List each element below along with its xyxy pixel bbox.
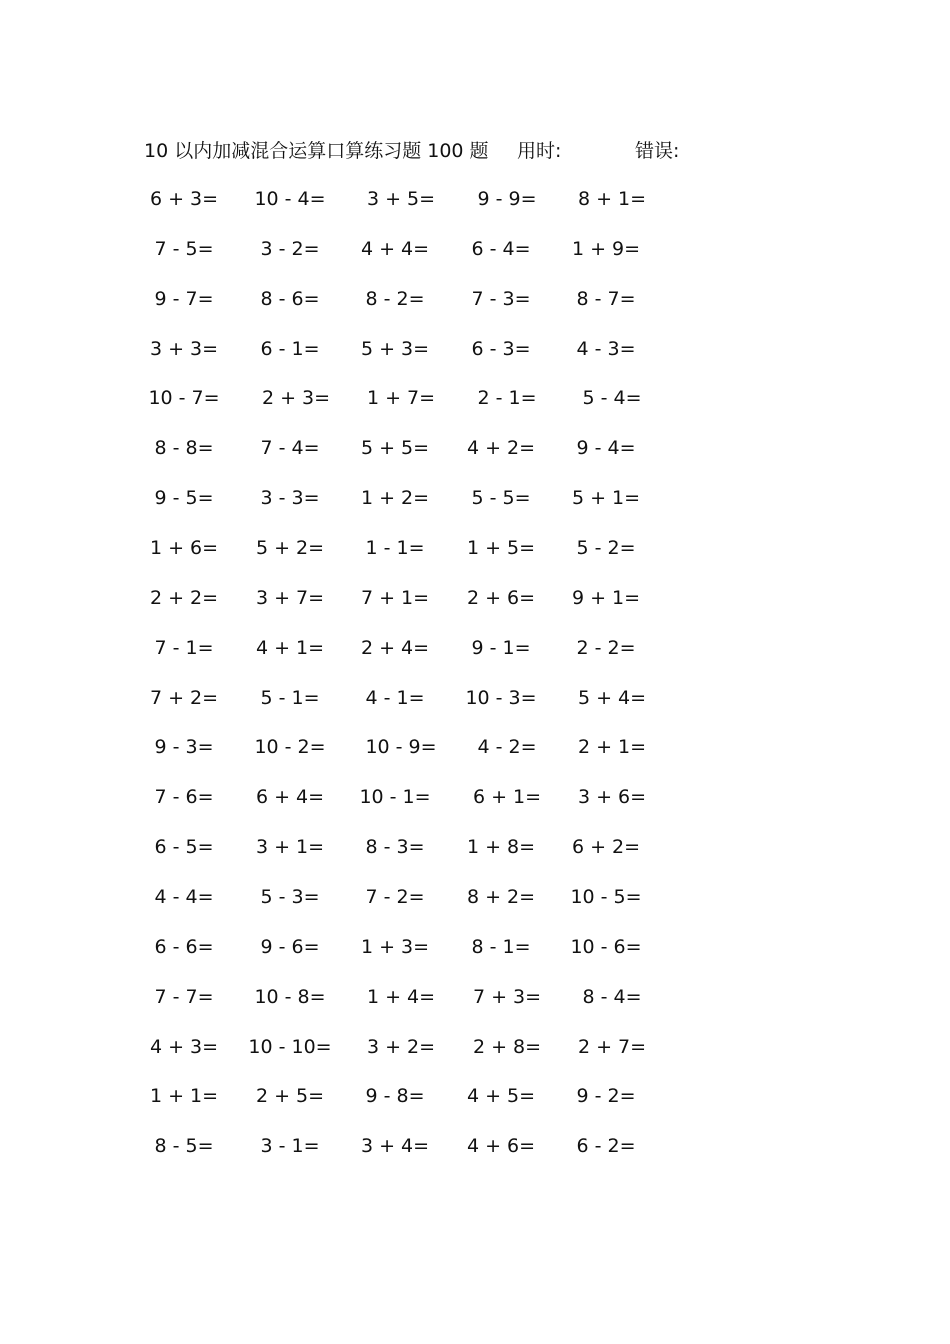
problem-row bbox=[0, 932, 950, 962]
arithmetic-problem: 5 + 5= bbox=[360, 437, 430, 460]
arithmetic-problem: 6 - 5= bbox=[154, 836, 214, 859]
arithmetic-problem: 7 + 1= bbox=[360, 586, 430, 609]
arithmetic-problem: 1 + 6= bbox=[149, 537, 219, 559]
arithmetic-problem: 8 - 1= bbox=[471, 935, 531, 958]
arithmetic-problem: 4 + 4= bbox=[360, 237, 430, 260]
arithmetic-problem: 8 - 6= bbox=[260, 287, 320, 310]
arithmetic-problem: 10 - 1= bbox=[359, 786, 431, 809]
arithmetic-problem: 10 - 5= bbox=[570, 885, 642, 908]
arithmetic-problem: 2 + 1= bbox=[577, 736, 647, 759]
arithmetic-problem: 7 - 3= bbox=[471, 287, 531, 310]
arithmetic-problem: 2 + 4= bbox=[360, 636, 430, 659]
arithmetic-problem: 4 + 2= bbox=[466, 437, 536, 460]
arithmetic-problem: 3 + 2= bbox=[366, 1035, 436, 1058]
arithmetic-problem: 9 - 5= bbox=[154, 487, 214, 510]
arithmetic-problem: 10 - 9= bbox=[365, 736, 437, 759]
arithmetic-problem: 5 - 1= bbox=[260, 686, 320, 709]
arithmetic-problem: 1 + 7= bbox=[366, 387, 436, 410]
arithmetic-problem: 2 + 3= bbox=[261, 387, 331, 410]
arithmetic-problem: 1 + 2= bbox=[360, 487, 430, 510]
arithmetic-problem: 8 - 2= bbox=[365, 287, 425, 310]
arithmetic-problem: 10 - 7= bbox=[148, 387, 220, 410]
arithmetic-problem: 3 + 4= bbox=[360, 1135, 430, 1158]
arithmetic-problem: 5 + 1= bbox=[571, 487, 641, 510]
arithmetic-problem: 7 - 2= bbox=[365, 885, 425, 908]
problem-row bbox=[0, 633, 950, 663]
arithmetic-problem: 6 + 2= bbox=[571, 836, 641, 859]
arithmetic-problem: 1 + 8= bbox=[466, 836, 536, 859]
arithmetic-problem: 9 - 9= bbox=[477, 188, 537, 210]
problem-row bbox=[0, 184, 950, 214]
arithmetic-problem: 4 + 6= bbox=[466, 1135, 536, 1158]
problem-row bbox=[0, 683, 950, 713]
problem-row bbox=[0, 284, 950, 314]
arithmetic-problem: 3 - 2= bbox=[260, 237, 320, 260]
arithmetic-problem: 6 - 4= bbox=[471, 237, 531, 260]
problem-row bbox=[0, 832, 950, 862]
arithmetic-problem: 2 + 7= bbox=[577, 1035, 647, 1058]
problem-row bbox=[0, 732, 950, 762]
arithmetic-problem: 2 + 6= bbox=[466, 586, 536, 609]
arithmetic-problem: 9 - 7= bbox=[154, 287, 214, 310]
arithmetic-problem: 9 + 1= bbox=[571, 586, 641, 609]
arithmetic-problem: 1 + 3= bbox=[360, 935, 430, 958]
arithmetic-problem: 7 - 1= bbox=[154, 636, 214, 659]
arithmetic-problem: 10 - 10= bbox=[248, 1035, 332, 1058]
arithmetic-problem: 4 - 1= bbox=[365, 686, 425, 709]
arithmetic-problem: 2 + 8= bbox=[472, 1035, 542, 1058]
arithmetic-problem: 5 + 4= bbox=[577, 686, 647, 709]
arithmetic-problem: 8 - 5= bbox=[154, 1135, 214, 1158]
arithmetic-problem: 9 - 2= bbox=[576, 1085, 636, 1108]
arithmetic-problem: 7 - 7= bbox=[154, 985, 214, 1008]
arithmetic-problem: 4 + 1= bbox=[255, 636, 325, 659]
arithmetic-problem: 5 - 4= bbox=[582, 387, 642, 410]
arithmetic-problem: 3 + 6= bbox=[577, 786, 647, 809]
problem-row bbox=[0, 982, 950, 1012]
arithmetic-problem: 6 + 1= bbox=[472, 786, 542, 809]
arithmetic-problem: 1 - 1= bbox=[365, 537, 425, 559]
arithmetic-problem: 10 - 3= bbox=[465, 686, 537, 709]
arithmetic-problem: 4 - 3= bbox=[576, 337, 636, 360]
arithmetic-problem: 6 + 4= bbox=[255, 786, 325, 809]
arithmetic-problem: 7 - 6= bbox=[154, 786, 214, 809]
arithmetic-problem: 3 - 3= bbox=[260, 487, 320, 510]
arithmetic-problem: 8 + 2= bbox=[466, 885, 536, 908]
worksheet-title: 10 以内加减混合运算口算练习题 100 题 bbox=[144, 140, 489, 162]
arithmetic-problem: 9 - 6= bbox=[260, 935, 320, 958]
problem-row bbox=[0, 1131, 950, 1161]
arithmetic-problem: 2 + 5= bbox=[255, 1085, 325, 1108]
problem-row bbox=[0, 234, 950, 264]
arithmetic-problem: 7 - 4= bbox=[260, 437, 320, 460]
arithmetic-problem: 3 + 3= bbox=[149, 337, 219, 360]
problem-row bbox=[0, 882, 950, 912]
problem-row bbox=[0, 433, 950, 463]
problem-row bbox=[0, 334, 950, 364]
arithmetic-problem: 7 + 3= bbox=[472, 985, 542, 1008]
arithmetic-problem: 1 + 5= bbox=[466, 537, 536, 559]
arithmetic-problem: 9 - 4= bbox=[576, 437, 636, 460]
errors-label: 错误: bbox=[635, 140, 680, 162]
problem-row bbox=[0, 483, 950, 513]
arithmetic-problem: 6 + 3= bbox=[149, 188, 219, 210]
arithmetic-problem: 5 + 2= bbox=[255, 537, 325, 559]
arithmetic-problem: 9 - 1= bbox=[471, 636, 531, 659]
arithmetic-problem: 1 + 1= bbox=[149, 1085, 219, 1108]
arithmetic-problem: 10 - 6= bbox=[570, 935, 642, 958]
arithmetic-problem: 1 + 4= bbox=[366, 985, 436, 1008]
arithmetic-problem: 8 - 3= bbox=[365, 836, 425, 859]
arithmetic-problem: 6 - 6= bbox=[154, 935, 214, 958]
arithmetic-problem: 2 - 2= bbox=[576, 636, 636, 659]
arithmetic-problem: 6 - 3= bbox=[471, 337, 531, 360]
arithmetic-problem: 8 - 7= bbox=[576, 287, 636, 310]
arithmetic-problem: 7 + 2= bbox=[149, 686, 219, 709]
arithmetic-problem: 8 + 1= bbox=[577, 188, 647, 210]
arithmetic-problem: 8 - 4= bbox=[582, 985, 642, 1008]
arithmetic-problem: 2 - 1= bbox=[477, 387, 537, 410]
arithmetic-problem: 9 - 8= bbox=[365, 1085, 425, 1108]
arithmetic-problem: 10 - 2= bbox=[254, 736, 326, 759]
arithmetic-problem: 4 + 3= bbox=[149, 1035, 219, 1058]
arithmetic-problem: 3 + 7= bbox=[255, 586, 325, 609]
arithmetic-problem: 3 + 5= bbox=[366, 188, 436, 210]
arithmetic-problem: 3 - 1= bbox=[260, 1135, 320, 1158]
problem-row bbox=[0, 383, 950, 413]
arithmetic-problem: 4 + 5= bbox=[466, 1085, 536, 1108]
arithmetic-problem: 10 - 8= bbox=[254, 985, 326, 1008]
arithmetic-problem: 5 - 5= bbox=[471, 487, 531, 510]
problem-row bbox=[0, 1081, 950, 1111]
problem-row bbox=[0, 782, 950, 812]
arithmetic-problem: 5 + 3= bbox=[360, 337, 430, 360]
arithmetic-problem: 8 - 8= bbox=[154, 437, 214, 460]
arithmetic-problem: 2 + 2= bbox=[149, 586, 219, 609]
arithmetic-problem: 5 - 3= bbox=[260, 885, 320, 908]
arithmetic-problem: 6 - 1= bbox=[260, 337, 320, 360]
arithmetic-problem: 3 + 1= bbox=[255, 836, 325, 859]
arithmetic-problem: 1 + 9= bbox=[571, 237, 641, 260]
arithmetic-problem: 9 - 3= bbox=[154, 736, 214, 759]
arithmetic-problem: 7 - 5= bbox=[154, 237, 214, 260]
problem-row bbox=[0, 533, 950, 563]
arithmetic-problem: 5 - 2= bbox=[576, 537, 636, 559]
problem-row bbox=[0, 1032, 950, 1062]
arithmetic-problem: 4 - 4= bbox=[154, 885, 214, 908]
arithmetic-problem: 4 - 2= bbox=[477, 736, 537, 759]
problem-row bbox=[0, 583, 950, 613]
arithmetic-problem: 10 - 4= bbox=[254, 188, 326, 210]
arithmetic-problem: 6 - 2= bbox=[576, 1135, 636, 1158]
time-used-label: 用时: bbox=[517, 140, 562, 162]
